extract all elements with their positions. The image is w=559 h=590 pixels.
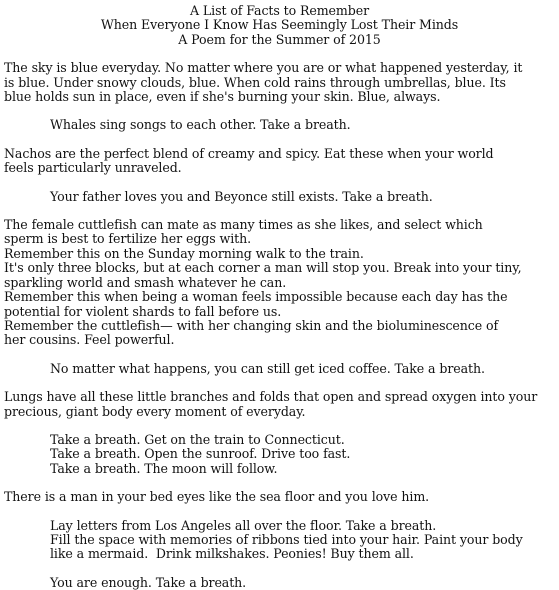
poem-line: You are enough. Take a breath. <box>50 574 247 590</box>
poem-line: It's only three blocks, but at each corner a man will stop you. Break into your tiny, <box>4 260 522 276</box>
stanza <box>4 147 555 176</box>
poem-line: precious, giant body every moment of everyday. <box>4 403 306 419</box>
refrain-stanza <box>4 519 555 562</box>
poem-line: The female cuttlefish can mate as many times as she likes, and select which <box>4 217 483 233</box>
refrain-stanza <box>4 190 555 204</box>
refrain-stanza <box>4 118 555 132</box>
poem-line: Take a breath. Open the sunroof. Drive too fast. <box>50 446 351 462</box>
poem-line: Lungs have all these little branches and folds that open and spread oxygen into your <box>4 389 538 405</box>
poem-line: Remember this on the Sunday morning walk to the train. <box>4 245 364 261</box>
poem-title <box>0 0 559 47</box>
subtitle-line: When Everyone I Know Has Seemingly Lost Their Minds <box>100 17 459 33</box>
poem-line: like a mermaid. Drink milkshakes. Peonies! Buy them all. <box>50 546 414 562</box>
spacer <box>0 47 559 61</box>
stanza <box>4 490 555 504</box>
poem-line: No matter what happens, you can still get iced coffee. Take a breath. <box>50 360 485 376</box>
refrain-stanza <box>4 433 555 476</box>
stanza-gap <box>4 376 555 390</box>
stanza <box>4 61 555 104</box>
stanza-gap <box>4 104 555 118</box>
poem-line: Take a breath. The moon will follow. <box>50 460 278 476</box>
poem-line: is blue. Under snowy clouds, blue. When cold rains through umbrellas, blue. Its <box>4 74 506 90</box>
poem-line: her cousins. Feel powerful. <box>4 332 175 348</box>
poem-line: Whales sing songs to each other. Take a breath. <box>50 117 351 133</box>
poem-line: feels particularly unraveled. <box>4 160 182 176</box>
stanza <box>4 390 555 419</box>
poem-line: sperm is best to fertilize her eggs with. <box>4 231 252 247</box>
poem-line: Take a breath. Get on the train to Connecticut. <box>50 431 345 447</box>
stanza-gap <box>4 419 555 433</box>
stanza <box>4 218 555 348</box>
poem-line: There is a man in your bed eyes like the sea floor and you love him. <box>4 489 430 505</box>
stanza-gap <box>4 133 555 147</box>
refrain-stanza <box>4 576 555 590</box>
title-line: A List of Facts to Remember <box>190 3 369 18</box>
stanza-gap <box>4 204 555 218</box>
subtitle-line: A Poem for the Summer of 2015 <box>178 31 381 47</box>
poem-line: blue holds sun in place, even if she's burning your skin. Blue, always. <box>4 89 441 105</box>
poem-line: Remember the cuttlefish— with her changing skin and the bioluminescence of <box>4 317 499 333</box>
poem-line: Lay letters from Los Angeles all over the floor. Take a breath. <box>50 517 437 533</box>
stanza-gap <box>4 476 555 490</box>
poem-line: Remember this when being a woman feels impossible because each day has the <box>4 289 508 305</box>
refrain-stanza <box>4 362 555 376</box>
poem-line: sparkling world and smash whatever he can. <box>4 274 287 290</box>
poem-line: Your father loves you and Beyonce still exists. Take a breath. <box>50 188 433 204</box>
stanza-gap <box>4 505 555 519</box>
stanza-gap <box>4 348 555 362</box>
poem-line: potential for violent shards to fall before us. <box>4 303 282 319</box>
stanza-gap <box>4 562 555 576</box>
poem-line: The sky is blue everyday. No matter where you are or what happened yesterday, it <box>4 60 523 76</box>
poem-line: Fill the space with memories of ribbons tied into your hair. Paint your body <box>50 531 523 547</box>
poem-body <box>0 61 559 590</box>
stanza-gap <box>4 176 555 190</box>
poem-line: Nachos are the perfect blend of creamy and spicy. Eat these when your world <box>4 145 494 161</box>
